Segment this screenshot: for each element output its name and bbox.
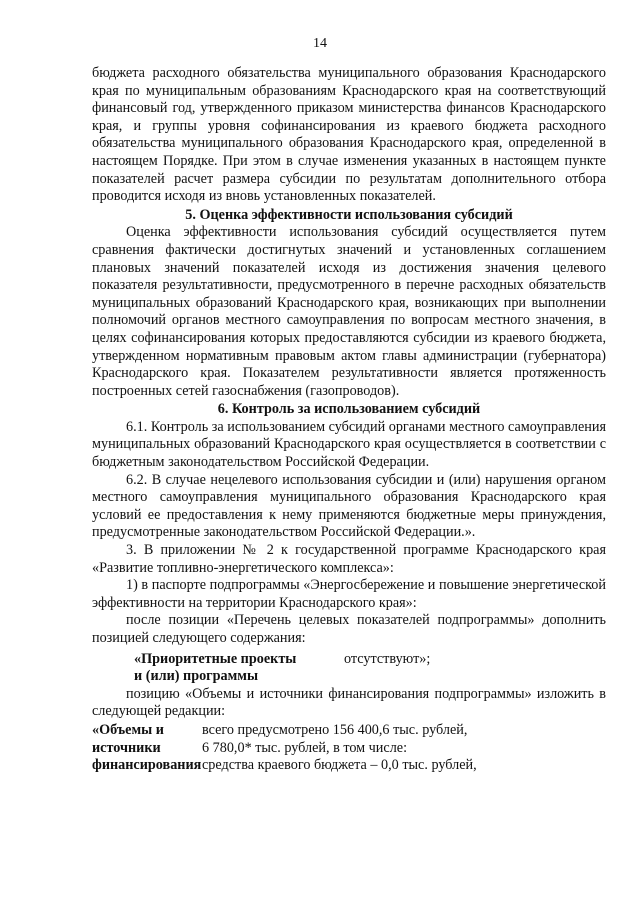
financing-key: «Объемы и: [92, 721, 164, 738]
paragraph-3-3: позицию «Объемы и источники финансирования подпрограммы» изложить в следующей редакции:: [92, 685, 606, 720]
paragraph-3-2: после позиции «Перечень целевых показателей подпрограммы» дополнить позицией следующего содержания:: [92, 612, 606, 646]
document-body: [92, 65, 606, 775]
priority-projects-key-cont: и (или) программы: [134, 668, 259, 685]
paragraph-3-1: 1) в паспорте подпрограммы «Энергосбережение и повышение энергетической эффективности на территории Краснодарского края»:: [92, 577, 606, 611]
priority-projects-block: [92, 651, 606, 686]
financing-row: [92, 740, 606, 758]
financing-row: [92, 722, 606, 740]
financing-row: [92, 757, 606, 775]
paragraph-6-1: 6.1. Контроль за использованием субсидий органами местного самоуправления муниципальных образований Краснодарского края осуществляется в соответствии с бюджетным законодательством Российской Федерации.: [92, 418, 606, 471]
financing-value: средства краевого бюджета – 0,0 тыс. рублей,: [202, 757, 477, 774]
paragraph-efficiency: Оценка эффективности использования субсидий осуществляется путем сравнения фактически достигнутых значений и установленных соглашением плановых значений показателей исходя из достижения значения целевого показателя результативности, предусмотренного в перечне расходных обязательств муниципальных образований Краснодарского края, возникающих при выполнении полномочий органов местного самоуправления по вопросам местного значения, в целях софинансирования которых предоставляются субсидии из краевого бюджета, утвержденном нормативным правовым актом главы администрации (губернатора) Краснодарского края. Показателем результативности является протяженность построенных сетей газоснабжения (газопроводов).: [92, 224, 606, 399]
paragraph-3: 3. В приложении № 2 к государственной программе Краснодарского края «Развитие топливно-энергетического комплекса»:: [92, 542, 606, 576]
priority-projects-key: «Приоритетные проекты: [134, 650, 297, 667]
priority-projects-value: отсутствуют»;: [344, 650, 431, 667]
section-6-heading: 6. Контроль за использованием субсидий: [217, 401, 481, 418]
financing-value: всего предусмотрено 156 400,6 тыс. рублей,: [202, 721, 468, 738]
financing-value: 6 780,0* тыс. рублей, в том числе:: [202, 739, 408, 756]
section-5-heading: 5. Оценка эффективности использования субсидий: [185, 206, 513, 223]
page-number: 14: [313, 36, 327, 51]
priority-projects-row: [92, 651, 606, 669]
financing-key: финансирования: [92, 757, 202, 774]
financing-key: источники: [92, 739, 161, 756]
paragraph-6-2: 6.2. В случае нецелевого использования субсидии и (или) нарушения органом местного самоуправления муниципального образования Краснодарского края условий ее предоставления к нему применяются бюджетные меры принуждения, предусмотренные законодательством Российской Федерации.».: [92, 471, 606, 541]
paragraph-budget-continuation: бюджета расходного обязательства муниципального образования Краснодарского края по муниципальным образованиям Краснодарского края на соответствующий финансовый год, утвержденного приказом министерства финансов Краснодарского края, и группы уровня софинансирования из краевого бюджета расходного обязательства муниципального образования Краснодарского края, определенной в настоящем Порядке. При этом в случае изменения указанных в настоящем пункте показателей расчет размера субсидии по результатам дополнительного отбора проводится исходя из вновь установленных показателей.: [92, 65, 606, 205]
financing-table: [92, 722, 606, 775]
